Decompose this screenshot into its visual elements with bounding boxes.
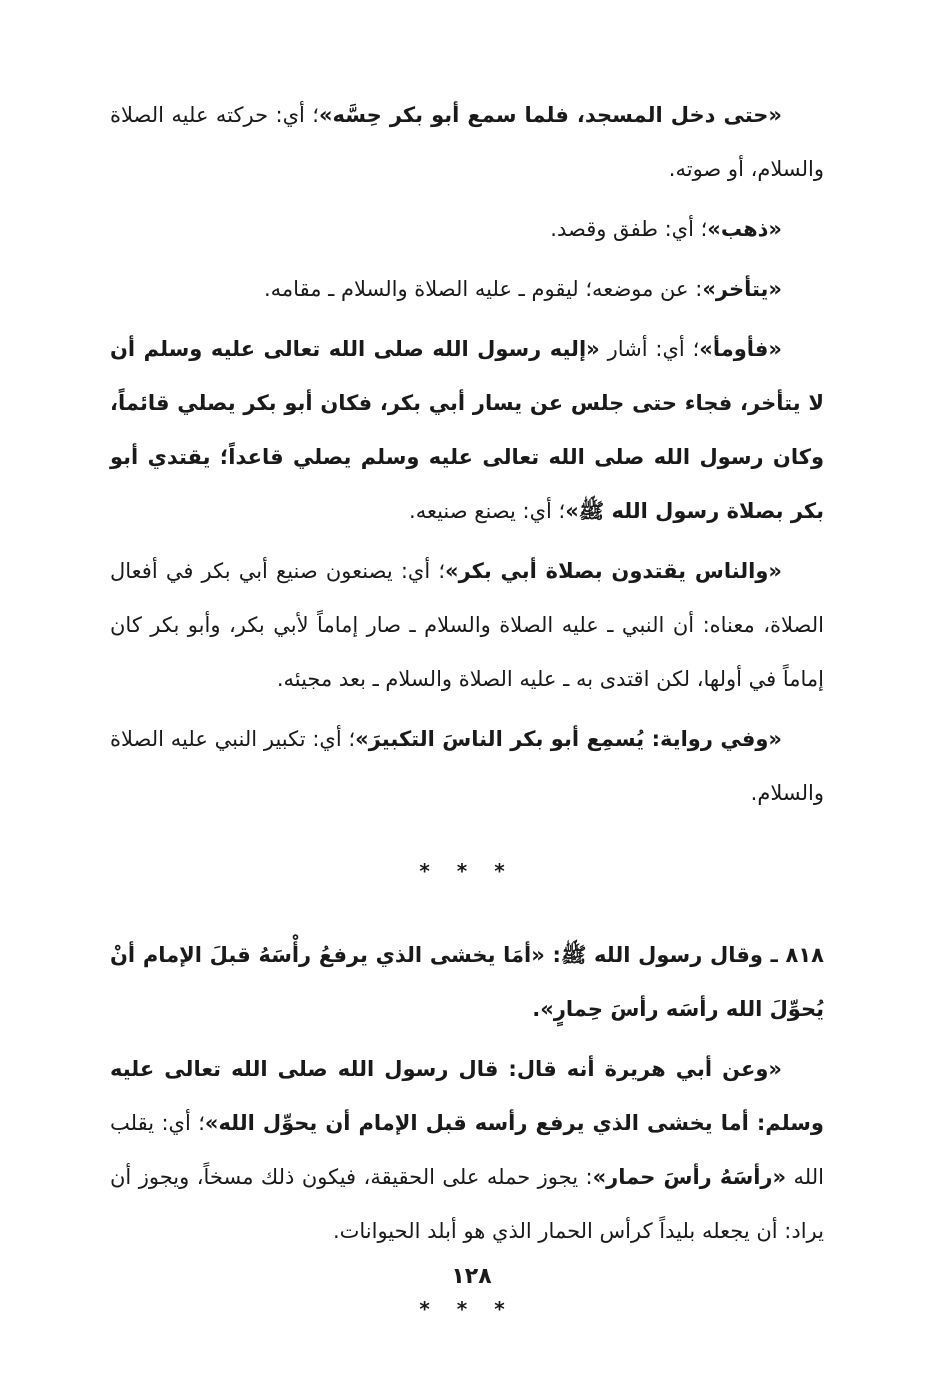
hadith-text: «أمَا يخشى الذي يرفعُ رأْسَهُ قبلَ الإمام أنْ يُحوِّلَ الله رأسَه رأسَ حِمارٍ». [110, 943, 824, 1021]
commentary-paragraph [110, 322, 824, 538]
hadith-paragraph [110, 928, 824, 1036]
page-body [110, 88, 824, 1366]
explanation-text: ؛ أي: حركته عليه الصلاة والسلام، أو صوته. [110, 103, 824, 181]
explanation-text: ؛ أي: طفق وقصد. [550, 217, 708, 241]
quoted-text: «إليه رسول الله صلى الله تعالى عليه وسلم أن لا يتأخر، فجاء حتى جلس عن يسار أبي بكر، فكان أبو بكر يصلي قائماً، وكان رسول الله صلى الله تعالى عليه وسلم يصلي قاعداً؛ يقتدي أبو بكر بصلاة رسول الله ﷺ» [110, 337, 824, 523]
quoted-text: «يتأخر» [702, 277, 782, 301]
commentary-paragraph [110, 262, 824, 316]
explanation-text: : عن موضعه؛ ليقوم ـ عليه الصلاة والسلام ـ مقامه. [263, 277, 703, 301]
explanation-text: ؛ أي: يقلب الله [110, 1111, 824, 1189]
explanation-text: ؛ أي: يصنعون صنيع أبي بكر في أفعال الصلاة، معناه: أن النبي ـ عليه الصلاة والسلام ـ صار إماماً لأبي بكر، وأبو بكر كان إماماً في أولها، لكن اقتدى به ـ عليه الصلاة والسلام ـ بعد مجيئه. [110, 559, 824, 691]
section-separator: * * * [419, 1297, 515, 1321]
quoted-text: «وفي رواية: يُسمِع أبو بكر الناسَ التكبيرَ» [355, 727, 782, 751]
explanation-text: ؛ أي: تكبير النبي عليه الصلاة والسلام. [110, 727, 824, 805]
quoted-text: «وعن أبي هريرة أنه قال: قال رسول الله صلى الله تعالى عليه وسلم: أما يخشى الذي يرفع رأسه قبل الإمام أن يحوِّل الله» [110, 1057, 824, 1135]
commentary-paragraph [110, 202, 824, 256]
quoted-text: «والناس يقتدون بصلاة أبي بكر» [445, 559, 783, 583]
commentary-paragraph [110, 88, 824, 196]
quoted-text: «ذهب» [707, 217, 782, 241]
commentary-paragraph [110, 544, 824, 706]
explanation-text: ؛ أي: أشار [599, 337, 700, 361]
commentary-paragraph [110, 712, 824, 820]
quoted-text: «رأسَهُ رأسَ حمار» [592, 1165, 787, 1189]
page-number: ١٢٨ [451, 1264, 492, 1289]
quoted-text: «حتى دخل المسجد، فلما سمع أبو بكر حِسَّه» [318, 103, 782, 127]
explanation-text: : يجوز حمله على الحقيقة، فيكون ذلك مسخاً، ويجوز أن يراد: أن يجعله بليداً كرأس الحمار الذي هو أبلد الحيوانات. [110, 1165, 824, 1243]
quoted-text: «فأومأ» [699, 337, 782, 361]
section-separator: * * * [419, 859, 515, 883]
commentary-paragraph [110, 1042, 824, 1258]
hadith-number: ٨١٨ ـ وقال رسول الله ﷺ: [544, 943, 824, 967]
explanation-text: ؛ أي: يصنع صنيعه. [409, 499, 566, 523]
